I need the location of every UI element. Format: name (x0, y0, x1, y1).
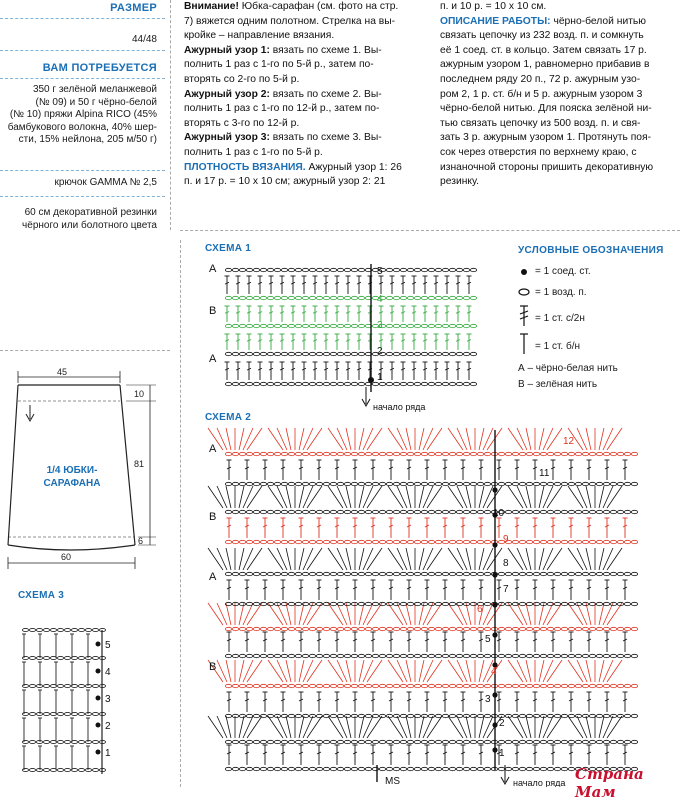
slip-stitch-icon (521, 269, 527, 275)
dim-bottom: 60 (60, 552, 72, 562)
chain-icon (519, 289, 529, 295)
schema3-row-2: 2 (105, 721, 111, 732)
size-value: 44/48 (131, 34, 157, 45)
schema2-row-1: 1 (499, 748, 505, 759)
legend-color-a: А – чёрно-белая нить (518, 363, 618, 374)
hook-requirement: крючок GAMMA № 2,5 (54, 177, 157, 188)
legend-item-dc: = 1 ст. с/2н (535, 313, 585, 324)
schema2-row-10: 10 (493, 508, 505, 519)
schema2-label-0: A (209, 443, 217, 455)
schema3-chart (10, 600, 160, 787)
skirt-pattern-diagram (0, 355, 170, 575)
schema1-row-3: 3 (377, 320, 383, 331)
schema1-chart (195, 252, 495, 412)
schema1-label-a-top: A (209, 263, 217, 275)
legend-item-chain: = 1 возд. п. (535, 287, 587, 298)
schema2-start-label: начало ряда (513, 778, 566, 787)
schema1-row-2: 2 (377, 346, 383, 357)
schema2-row-7: 7 (503, 584, 509, 595)
schema2-row-12: 12 (563, 436, 575, 447)
schema2-row-5: 5 (485, 634, 491, 645)
size-heading: РАЗМЕР (110, 2, 157, 14)
pattern-title-1: 1/4 ЮБКИ- (46, 465, 98, 476)
schema2-label-1: B (209, 511, 217, 523)
schema2-label-3: B (209, 661, 217, 673)
watermark: Страна Мам (575, 765, 644, 801)
schema3-row-4: 4 (105, 667, 111, 678)
dim-waist: 10 (134, 389, 145, 399)
pattern-title-2: САРАФАНА (43, 478, 101, 489)
legend-title: УСЛОВНЫЕ ОБОЗНАЧЕНИЯ (518, 245, 664, 256)
schema3-row-3: 3 (105, 694, 111, 705)
schema2-label-2: A (209, 571, 217, 583)
legend-item-slip: = 1 соед. ст. (535, 266, 591, 277)
instructions-column-2: п. и 10 р. = 10 х 10 см. ОПИСАНИЕ РАБОТЫ: чёрно-белой нитью связать цепочку из 232 возд. п. и сомкнуть её 1 соед. ст. в кольцо. Затем связать 17 р. ажурным узором 1, равномерно прибавив в последнем ряду 20 п., 72 р. ажурным узо- ром 2, 1 р. ст. б/н и 5 р. ажурным узором 3 чёрно-белой нитью. Для пояска зелёной ни- тью связать цепочку из 500 возд. п. и свя- зать 3 р. ажурным узором 1. Протянуть поя- сок через отверстия по верхнему краю, с изнаночной стороны пришить декоративную резинку. (440, 1, 654, 188)
schema1-label-b: B (209, 305, 217, 317)
schema1-row-1: 1 (377, 372, 383, 383)
yarn-description: 350 г зелёной меланжевой (№ 09) и 50 г чёрно-белой (№ 10) пряжи Alpina RICO (45% бамбукового волокна, 40% шер- сти, 15% нейлона, 205 м/50 г) (7, 84, 157, 145)
schema1-start-label: начало ряда (373, 402, 426, 412)
schema2-row-8: 8 (503, 558, 509, 569)
dim-length: 81 (134, 459, 145, 469)
schema2-row-4: 4 (491, 666, 497, 677)
schema2-row-3: 3 (485, 694, 491, 705)
schema1-row-4: 4 (377, 294, 383, 305)
legend-item-sc: = 1 ст. б/н (535, 341, 581, 352)
schema2-row-9: 9 (503, 534, 509, 545)
schema2-chart (195, 420, 640, 787)
schema1-title: СХЕМА 1 (205, 243, 252, 254)
density-heading: ПЛОТНОСТЬ ВЯЗАНИЯ. (184, 161, 306, 173)
single-crochet-icon (520, 334, 528, 354)
schema3-row-1: 1 (105, 748, 111, 759)
schema1-row-5: 5 (377, 266, 383, 277)
needs-heading: ВАМ ПОТРЕБУЕТСЯ (42, 62, 157, 74)
legend-color-b: В – зелёная нить (518, 379, 598, 390)
dim-top: 45 (56, 367, 68, 377)
schema2-title: СХЕМА 2 (205, 412, 252, 423)
instructions-column-1: Внимание! Юбка-сарафан (см. фото на стр. 7) вяжется одним полотном. Стрелка на вы- кройке – направление вязания. Ажурный узор 1: вязать по схеме 1. Вы- полнить 1 раз с 1-го по 5-й р., затем по- вторять со 2-го по 5-й р. Ажурный узор 2: вязать по схеме 2. Вы- полнить 1 раз с 1-го по 12-й р., затем по- вторять с 3-го по 12-й р. Ажурный узор 3: вязать по схеме 3. Вы- полнить 1 раз с 1-го по 5-й р. ПЛОТНОСТЬ ВЯЗАНИЯ. Ажурный узор 1: 26 п. и 17 р. = 10 х 10 см; ажурный узор 2: 21 (184, 1, 402, 188)
elastic-requirement: 60 см декоративной резинки чёрного или болотного цвета (22, 207, 157, 231)
schema2-row-6: 6 (477, 604, 483, 615)
schema2-row-11: 11 (539, 468, 550, 479)
schema3-row-5: 5 (105, 640, 111, 651)
dim-hem: 6 (138, 536, 144, 546)
schema3-title: СХЕМА 3 (18, 590, 65, 601)
schema1-label-a-bottom: A (209, 353, 217, 365)
schema2-ms-label: MS (385, 776, 400, 787)
double-crochet-icon (520, 306, 528, 326)
work-heading: ОПИСАНИЕ РАБОТЫ: (440, 15, 551, 27)
schema2-row-2: 2 (499, 718, 505, 729)
